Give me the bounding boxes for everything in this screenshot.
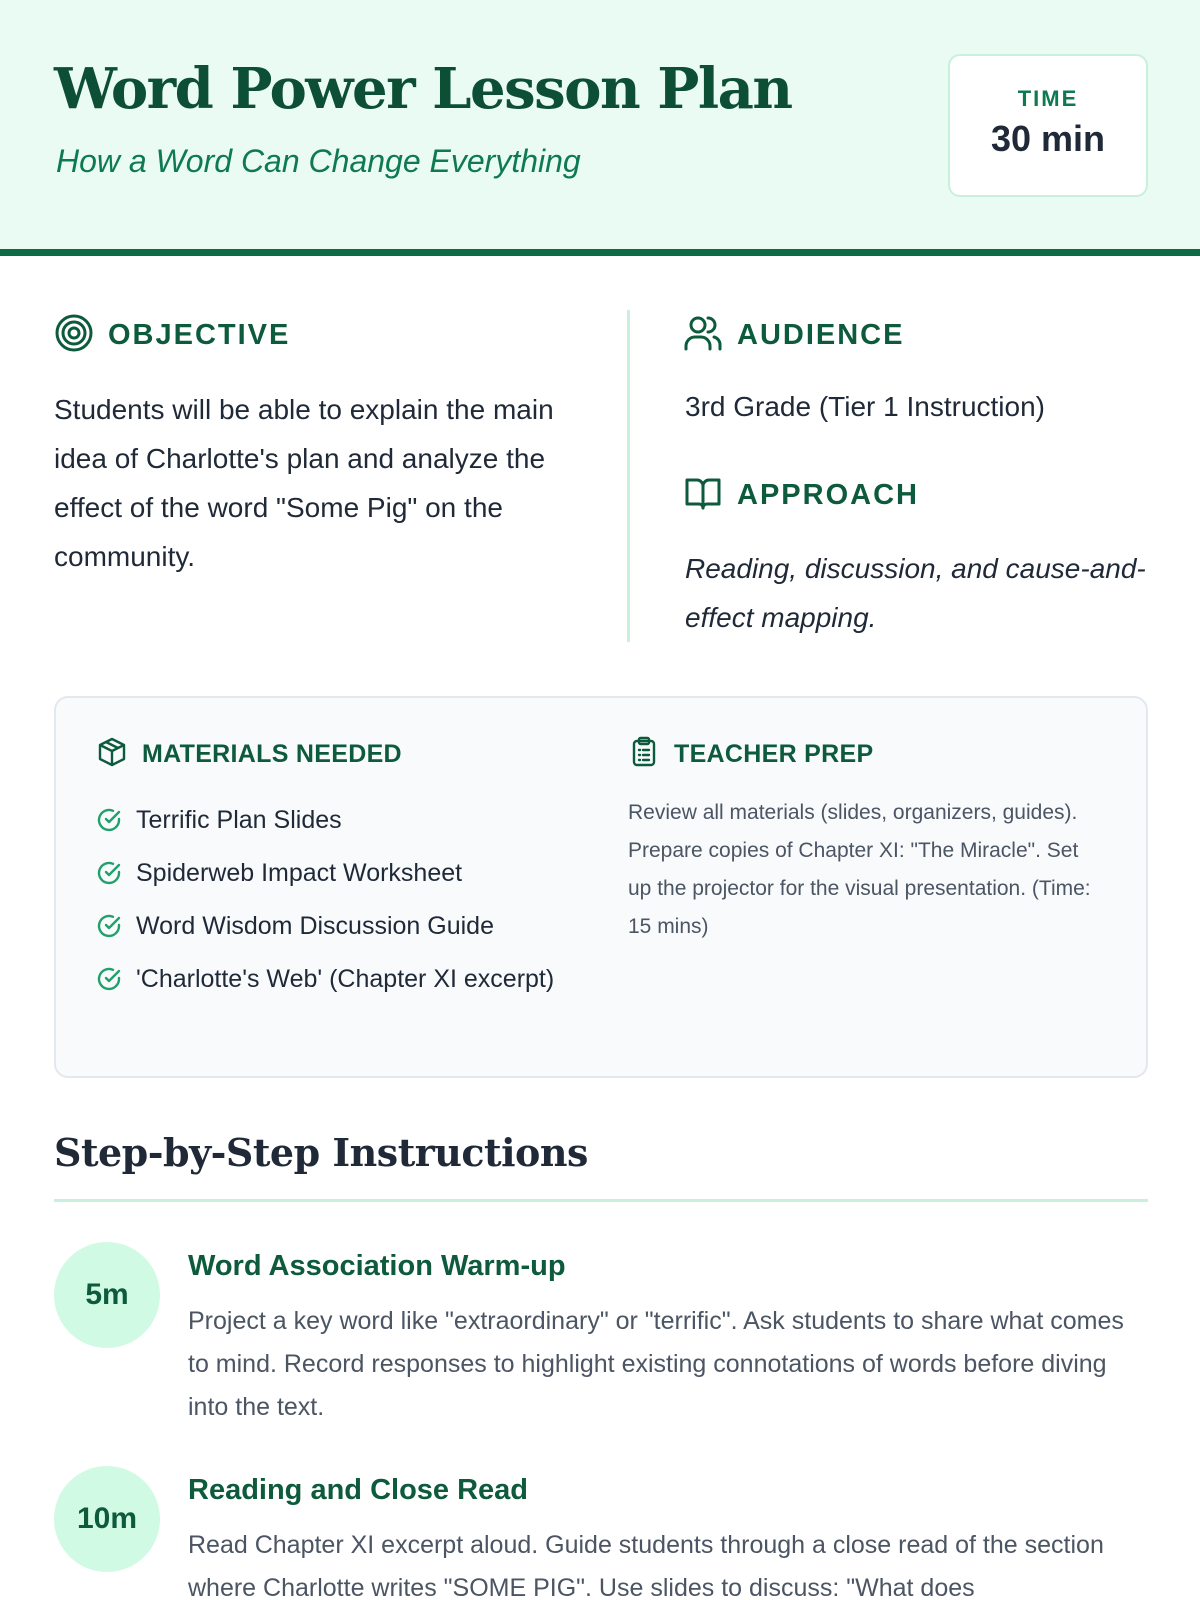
steps-divider: [54, 1199, 1148, 1202]
materials-title: MATERIALS NEEDED: [142, 740, 402, 768]
list-item: [96, 800, 556, 840]
prep-heading: [628, 736, 873, 773]
step-title: Word Association Warm-up: [188, 1250, 566, 1282]
material-label: 'Charlotte's Web' (Chapter XI excerpt): [136, 965, 555, 993]
time-card: [948, 54, 1148, 197]
prep-text: Review all materials (slides, organizers, guides). Prepare copies of Chapter XI: "The Miracle". Set up the projector for the visual presentation. (Time: 15 mins): [628, 801, 1091, 938]
step-item: [54, 1242, 1148, 1422]
materials-heading: [96, 736, 402, 773]
page-title: Word Power Lesson Plan: [54, 56, 792, 122]
step-duration-badge: 5m: [54, 1242, 160, 1348]
time-label: TIME: [1017, 86, 1079, 111]
lesson-header: [0, 0, 1200, 256]
check-circle-icon: [96, 913, 122, 939]
objective-heading: [54, 313, 290, 358]
objective-text: Students will be able to explain the main idea of Charlotte's plan and analyze the effect of the word "Some Pig" on the community.: [54, 394, 554, 572]
book-open-icon: [683, 473, 723, 518]
material-label: Spiderweb Impact Worksheet: [136, 859, 463, 887]
material-label: Terrific Plan Slides: [136, 806, 342, 834]
check-circle-icon: [96, 807, 122, 833]
column-divider: [627, 310, 630, 642]
materials-list: [96, 800, 556, 1012]
users-icon: [683, 313, 723, 358]
approach-text: Reading, discussion, and cause-and-effect mapping.: [685, 553, 1146, 633]
clipboard-list-icon: [628, 736, 660, 773]
material-label: Word Wisdom Discussion Guide: [136, 912, 494, 940]
step-title: Reading and Close Read: [188, 1474, 529, 1506]
step-description: Project a key word like "extraordinary" or "terrific". Ask students to share what comes to mind. Record responses to highlight existing connotations of words before diving into the text.: [188, 1307, 1124, 1421]
approach-heading: [683, 473, 919, 518]
time-value: 30 min: [990, 118, 1106, 159]
check-circle-icon: [96, 966, 122, 992]
step-item: [54, 1466, 1148, 1600]
step-description: Read Chapter XI excerpt aloud. Guide students through a close read of the section where Charlotte writes "SOME PIG". Use slides to discuss: "What does: [188, 1531, 1104, 1600]
prep-title: TEACHER PREP: [674, 740, 874, 768]
target-icon: [54, 313, 94, 358]
audience-text: 3rd Grade (Tier 1 Instruction): [685, 391, 1045, 422]
page-subtitle: How a Word Can Change Everything: [56, 143, 581, 179]
package-icon: [96, 736, 128, 773]
approach-title: APPROACH: [737, 479, 919, 511]
audience-heading: [683, 313, 904, 358]
audience-title: AUDIENCE: [737, 319, 905, 351]
list-item: [96, 853, 556, 893]
step-duration-badge: 10m: [54, 1466, 160, 1572]
materials-prep-panel: [54, 696, 1148, 1078]
objective-title: OBJECTIVE: [108, 319, 291, 351]
list-item: [96, 906, 556, 946]
steps-heading: Step-by-Step Instructions: [54, 1130, 588, 1175]
list-item: [96, 959, 556, 999]
check-circle-icon: [96, 860, 122, 886]
